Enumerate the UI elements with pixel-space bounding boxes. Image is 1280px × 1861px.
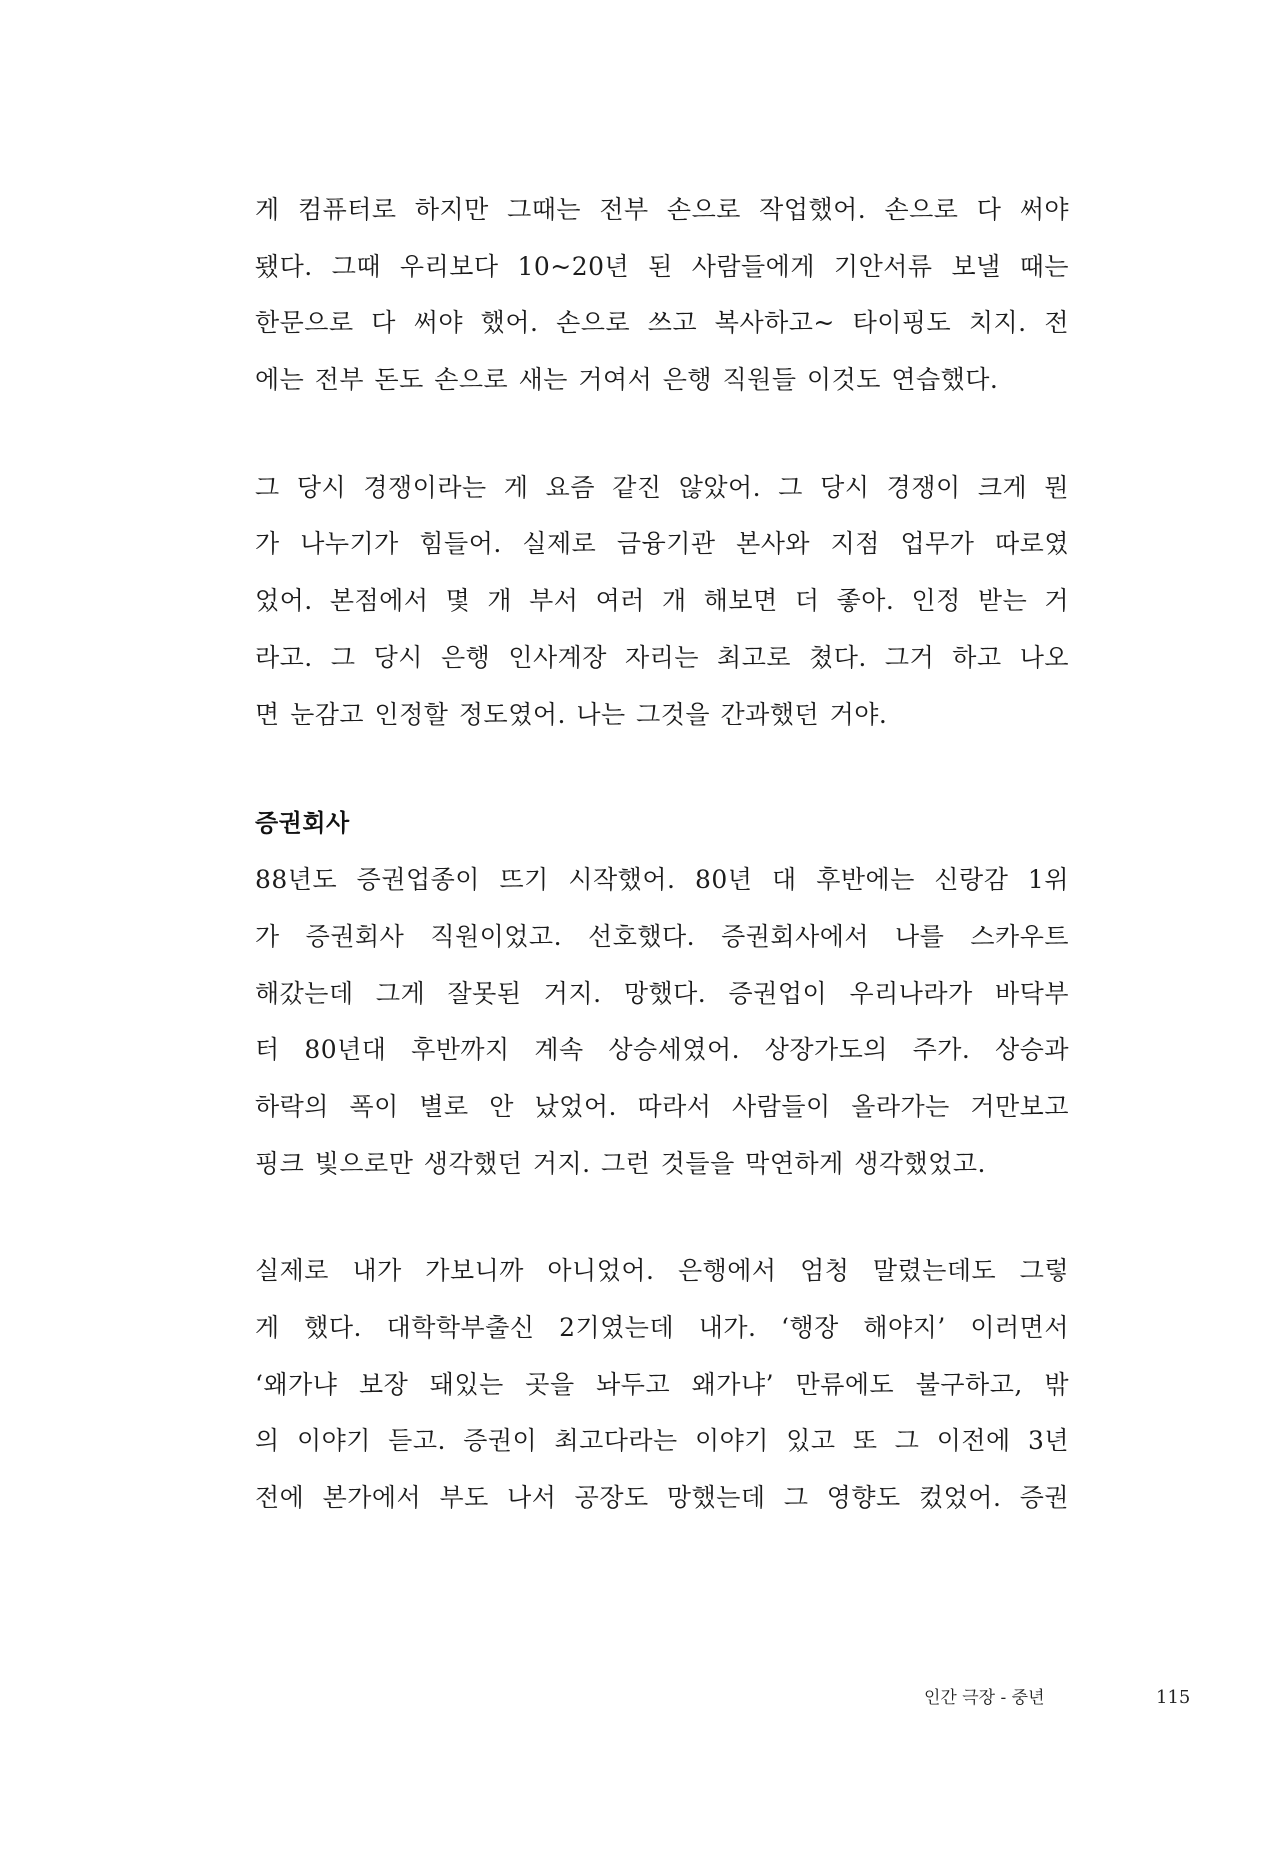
text-line: 에는 전부 돈도 손으로 새는 거여서 은행 직원들 이것도 연습했다. <box>255 365 999 395</box>
section-heading: 증권회사 <box>255 809 350 838</box>
text-line: 그 당시 경쟁이라는 게 요즘 같진 않았어. 그 당시 경쟁이 크게 뭔 <box>255 472 1069 502</box>
text-line: 됐다. 그때 우리보다 10~20년 된 사람들에게 기안서류 보낼 때는 <box>255 251 1069 281</box>
text-line: 88년도 증권업종이 뜨기 시작했어. 80년 대 후반에는 신랑감 1위 <box>255 865 1069 895</box>
text-line: 핑크 빛으로만 생각했던 거지. 그런 것들을 막연하게 생각했었고. <box>255 1148 986 1178</box>
text-line: 었어. 본점에서 몇 개 부서 여러 개 해보면 더 좋아. 인정 받는 거 <box>255 586 1069 616</box>
text-line: 한문으로 다 써야 했어. 손으로 쓰고 복사하고~ 타이핑도 치지. 전 <box>255 308 1069 338</box>
paragraph-gap <box>255 743 1069 794</box>
text-line: 게 했다. 대학학부출신 2기였는데 내가. ‘행장 해야지’ 이러면서 <box>255 1313 1069 1342</box>
running-footer-title: 인간 극장 - 중년 <box>924 1688 1045 1708</box>
text-line: 면 눈감고 인정할 정도였어. 나는 그것을 간과했던 거야. <box>255 699 888 729</box>
text-line: 실제로 내가 가보니까 아니었어. 은행에서 엄청 말렸는데도 그렇 <box>255 1256 1069 1286</box>
text-line: ‘왜가냐 보장 돼있는 곳을 놔두고 왜가냐’ 만류에도 불구하고, 밖 <box>255 1369 1069 1399</box>
text-line: 하락의 폭이 별로 안 났었어. 따라서 사람들이 올라가는 거만보고 <box>255 1091 1069 1121</box>
paragraph-2 <box>255 460 1069 743</box>
paragraph-3 <box>255 852 1069 1192</box>
page-number: 115 <box>1156 1687 1191 1708</box>
text-line: 터 80년대 후반까지 계속 상승세였어. 상장가도의 주가. 상승과 <box>255 1035 1069 1065</box>
paragraph-gap <box>255 1192 1069 1243</box>
paragraph-4 <box>255 1243 1069 1526</box>
text-line: 가 나누기가 힘들어. 실제로 금융기관 본사와 지점 업무가 따로였 <box>255 529 1069 559</box>
text-line: 가 증권회사 직원이었고. 선호했다. 증권회사에서 나를 스카우트 <box>255 921 1069 951</box>
paragraph-1 <box>255 182 1069 409</box>
text-line: 의 이야기 듣고. 증권이 최고다라는 이야기 있고 또 그 이전에 3년 <box>255 1426 1069 1456</box>
text-line: 라고. 그 당시 은행 인사계장 자리는 최고로 쳤다. 그거 하고 나오 <box>255 642 1069 672</box>
paragraph-gap <box>255 409 1069 460</box>
text-line: 전에 본가에서 부도 나서 공장도 망했는데 그 영향도 컸었어. 증권 <box>255 1483 1069 1513</box>
text-line: 게 컴퓨터로 하지만 그때는 전부 손으로 작업했어. 손으로 다 써야 <box>255 195 1069 224</box>
text-line: 해갔는데 그게 잘못된 거지. 망했다. 증권업이 우리나라가 바닥부 <box>255 978 1069 1008</box>
page-footer <box>0 1684 1280 1714</box>
text-column <box>255 182 1069 1527</box>
